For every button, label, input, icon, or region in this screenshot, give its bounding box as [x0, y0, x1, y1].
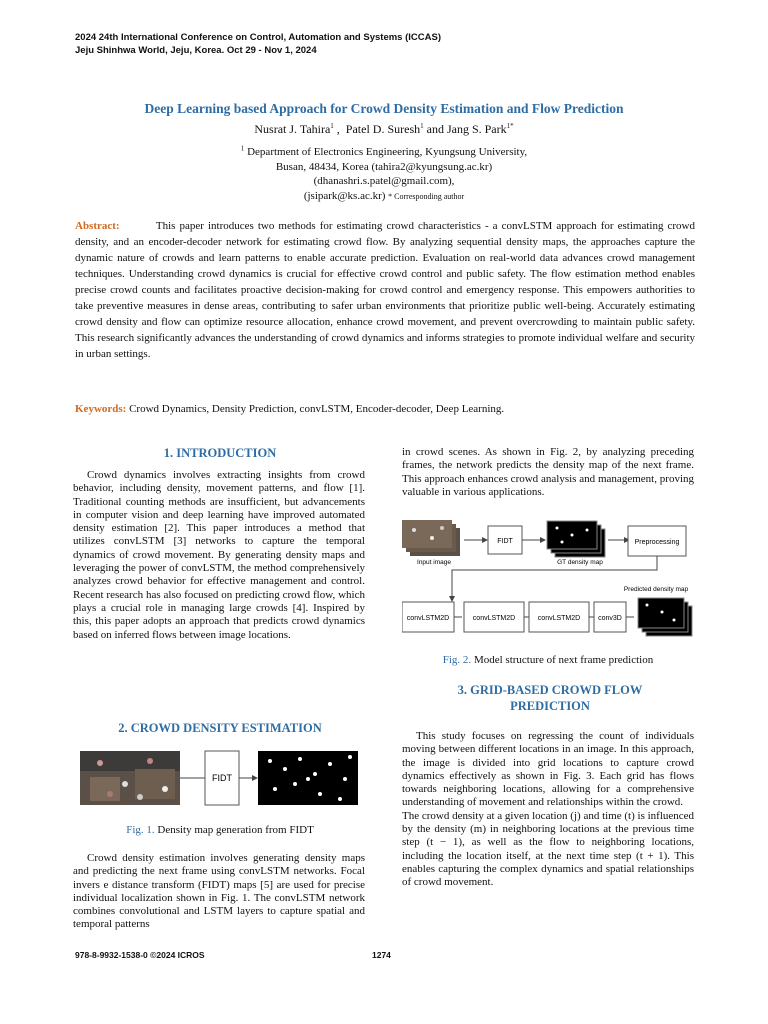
section-3-body [402, 730, 694, 890]
affiliation-email: (jsipark@ks.ac.kr) [303, 189, 386, 202]
conference-line-1: 2024 24th International Conference on Control, Automation and Systems (ICCAS) [75, 32, 441, 43]
gt-density-stack [547, 521, 605, 557]
author-1: Nusrat J. Tahira [254, 122, 331, 136]
right-column-paragraph: in crowd scenes. As shown in Fig. 2, by analyzing preceding frames, the network predicts the density map of the next frame. This approach enhances crowd analysis and management, proving valuable in various applications. [402, 446, 694, 498]
abstract-text: This paper introduces two methods for estimating crowd characteristics - a convLSTM approach for estimating crowd density, and an encoder-decoder network for estimating crowd flow. By analyzing sequential density maps, the approaches capture the dynamic nature of crowds and learn patterns to enable accurate prediction. Evaluation on real-world data advances crowd management techniques. Understanding crowd dynamics is crucial for effective crowd control and public safety. The flow estimation method enables precise crowd counts and facilitates proactive decision-making for crowd control and emergency response. This empowers authorities to take preventive measures in dense areas, contributing to safer urban environments that prioritize public well-being. Accurately estimating crowd density and flow can optimize resource allocation, enhance crowd movement, and prevent overcrowding to maintain public safety. This research significantly advances the understanding of crowd dynamics and informs strategies to promote individual welfare and security in urban settings. [75, 220, 695, 360]
author-1-sup: 1 [330, 122, 334, 130]
input-image-label: Input image [417, 559, 451, 566]
section-3-heading: 3. GRID-BASED CROWD FLOW PREDICTION [457, 683, 643, 713]
fidt-box-label: FIDT [212, 773, 232, 783]
crowd-photo [80, 751, 180, 805]
affiliation-dept: Department of Electronics Engineering, Kyungsung University, [244, 146, 528, 158]
figure-2 [402, 520, 694, 640]
figure-1-caption-label: Fig. 1. [126, 824, 155, 836]
figure-1-caption-text: Density map generation from FIDT [157, 824, 314, 836]
fidt-block-label: FIDT [497, 538, 513, 545]
conference-header [75, 31, 441, 57]
abstract [75, 218, 695, 362]
author-3-sup: 1* [506, 122, 514, 130]
block-1-label: convLSTM2D [406, 615, 450, 622]
section-3-paragraph-2: The crowd density at a given location (j) and time (t) is influenced by the density (m) in neighboring locations at the previous time step (t − 1), as well as the flow to neighboring locations, including the location itself, at the next time step (t + 1). This enables capturing the complex dynamics and spatial relationships of crowd movement. [402, 809, 695, 889]
input-image-stack [402, 520, 460, 556]
predicted-density-label [624, 586, 689, 593]
gt-density-label: GT density map [557, 559, 603, 566]
page-number: 1274 [372, 950, 391, 960]
figure-1-caption [73, 824, 367, 836]
abstract-label: Abstract: [75, 220, 120, 232]
affiliation-line-2: Busan, 48434, Korea (tahira2@kyungsung.ac.kr) [275, 160, 493, 173]
affiliation-line-1 [0, 145, 768, 160]
affiliation [0, 145, 768, 204]
keywords-text: Crowd Dynamics, Density Prediction, convLSTM, Encoder-decoder, Deep Learning. [129, 403, 505, 415]
affiliation-line-4 [0, 189, 768, 205]
block-2-label: convLSTM2D [472, 615, 516, 622]
section-2-body [73, 852, 365, 932]
keywords [75, 403, 695, 415]
section-2-heading: 2. CROWD DENSITY ESTIMATION [118, 721, 322, 735]
section-3-paragraph-1: This study focuses on regressing the count of individuals moving between different locations in an image. In this approach, the image is divided into grid locations to capture crowd dynamics effectively as shown in Fig. 3. Each grid has flows towards neighboring locations, allowing for a comprehensive understanding of movement and relationships within the crowd. [402, 730, 694, 809]
author-2: Patel D. Suresh [345, 122, 421, 136]
figure-2-caption-text: Model structure of next frame prediction [473, 654, 654, 666]
section-1-heading: 1. INTRODUCTION [163, 446, 277, 460]
block-4-label: conv3D [598, 615, 622, 622]
footer-isbn: 978-8-9932-1538-0 ©2024 ICROS [75, 950, 205, 960]
block-3-label: convLSTM2D [537, 615, 581, 622]
author-2-sup: 1 [420, 122, 424, 130]
predicted-density-label-text: Predicted density map [623, 586, 689, 593]
keywords-label: Keywords: [75, 403, 127, 415]
figure-1 [80, 749, 360, 807]
predicted-density-stack [638, 598, 692, 636]
figure-2-caption-label: Fig. 2. [442, 654, 472, 666]
fidt-density-map [258, 751, 358, 805]
right-column-body [402, 446, 694, 499]
figure-2-caption [402, 654, 694, 666]
section-1-body [73, 469, 365, 642]
paper-title: Deep Learning based Approach for Crowd Density Estimation and Flow Prediction [144, 101, 624, 116]
section-2-paragraph: Crowd density estimation involves generating density maps and predicting the next frame using convLSTM networks. Focal invers e distance transform (FIDT) maps [5] are used for precise individual localization shown in Fig. 1. The convLSTM network combines convolutional and LSTM layers to capture spatial and temporal patterns [73, 852, 365, 931]
conference-line-2: Jeju Shinhwa World, Jeju, Korea. Oct 29 - Nov 1, 2024 [75, 45, 317, 56]
corresponding-note: * Corresponding author [388, 191, 465, 201]
section-1-paragraph: Crowd dynamics involves extracting insights from crowd behavior, including density, movement patterns, and flow [1]. Traditional counting methods are insufficient, but advancements in computer vision and deep learning have improved automated density estimation [2]. This paper introduces a method that utilizes convLSTM [3] networks to capture the temporal dynamics of crowd movement. By generating density maps and leveraging the power of convLSTM, the method comprehensively analyzes crowd behavior for effective management and control. Recent research has also focused on predicting crowd flow, which plays a crucial role in managing large crowds [4]. Inspired by this, this paper adopts an approach that predicts crowd dynamics based on inferred flows between image locations. [73, 469, 365, 641]
authors: Nusrat J. Tahira$^1$ , Patel D. Suresh$^1$ and Jang S. Park$^{1*}$ [254, 122, 514, 136]
affiliation-sup: 1 [240, 144, 245, 153]
preprocessing-label: Preprocessing [634, 539, 680, 546]
author-3: Jang S. Park [446, 122, 507, 136]
affiliation-line-3: (dhanashri.s.patel@gmail.com), [313, 175, 455, 187]
